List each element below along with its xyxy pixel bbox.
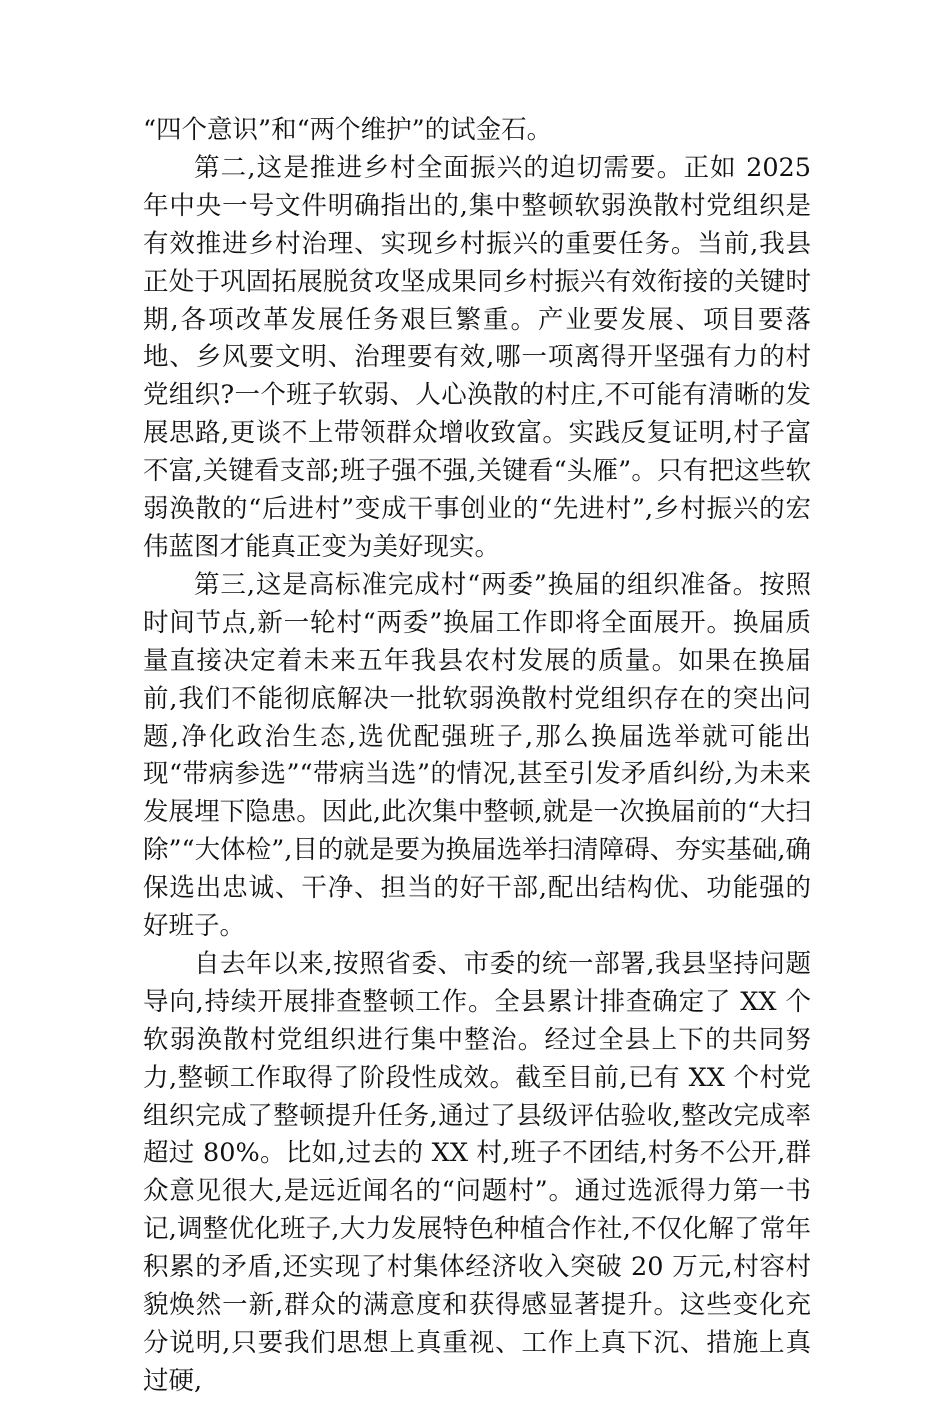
paragraph-progress-summary: 自去年以来,按照省委、市委的统一部署,我县坚持问题导向,持续开展排查整顿工作。全县累计排查确定了 XX 个软弱涣散村党组织进行集中整治。经过全县上下的共同努力,整顿工作取得了阶段性成效。截至目前,已有 XX 个村党组织完成了整顿提升任务,通过了县级评估验收,整改完成率超过 80%。比如,过去的 XX 村,班子不团结,村务不公开,群众意见很大,是远近闻名的“问题村”。通过选派得力第一书记,调整优化班子,大力发展特色种植合作社,不仅化解了常年积累的矛盾,还实现了村集体经济收入突破 20 万元,村容村貌焕然一新,群众的满意度和获得感显著提升。这些变化充分说明,只要我们思想上真重视、工作上真下沉、措施上真过硬,: [143, 948, 811, 1396]
paragraph-continuation: “四个意识”和“两个维护”的试金石。: [143, 115, 553, 145]
paragraph-second-point: 第二,这是推进乡村全面振兴的迫切需要。正如 2025 年中央一号文件明确指出的,集中整顿软弱涣散村党组织是有效推进乡村治理、实现乡村振兴的重要任务。当前,我县正处于巩固拓展脱贫攻坚成果同乡村振兴有效衔接的关键时期,各项改革发展任务艰巨繁重。产业要发展、项目要落地、乡风要文明、治理要有效,哪一项离得开坚强有力的村党组织?一个班子软弱、人心涣散的村庄,不可能有清晰的发展思路,更谈不上带领群众增收致富。实践反复证明,村子富不富,关键看支部;班子强不强,关键看“头雁”。只有把这些软弱涣散的“后进村”变成干事创业的“先进村”,乡村振兴的宏伟蓝图才能真正变为美好现实。: [143, 152, 811, 562]
paragraph-third-point: 第三,这是高标准完成村“两委”换届的组织准备。按照时间节点,新一轮村“两委”换届工作即将全面展开。换届质量直接决定着未来五年我县农村发展的质量。如果在换届前,我们不能彻底解决一批软弱涣散村党组织存在的突出问题,净化政治生态,选优配强班子,那么换届选举就可能出现“带病参选”“带病当选”的情况,甚至引发矛盾纠纷,为未来发展埋下隐患。因此,此次集中整顿,就是一次换届前的“大扫除”“大体检”,目的就是要为换届选举扫清障碍、夯实基础,确保选出忠诚、干净、担当的好干部,配出结构优、功能强的好班子。: [143, 569, 811, 942]
document-page: [143, 112, 811, 1401]
